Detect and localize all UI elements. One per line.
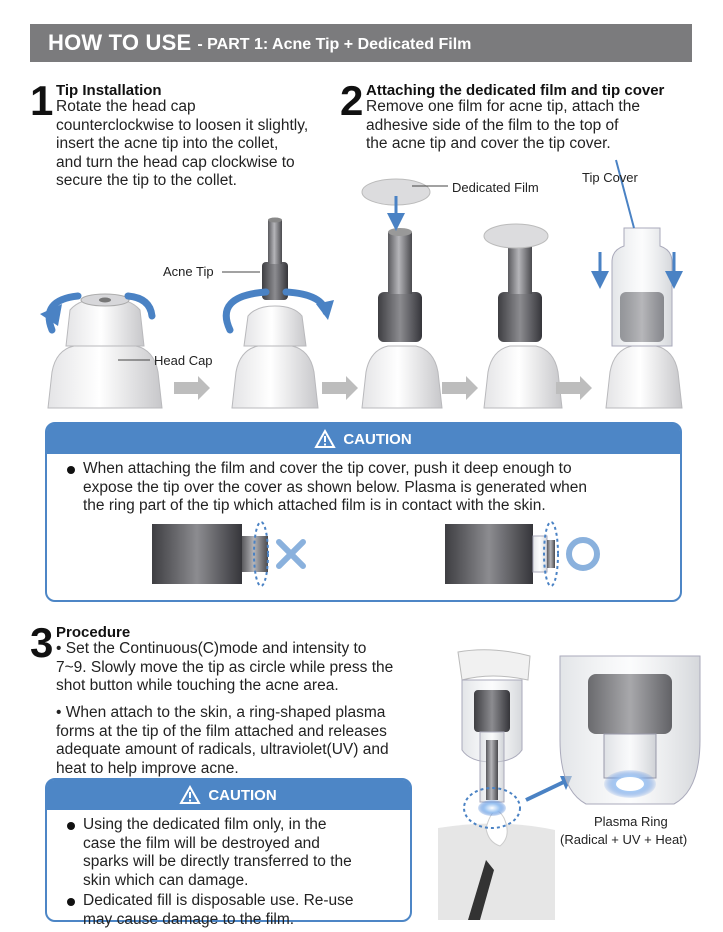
step-body: Remove one film for acne tip, attach the adhesive side of the film to the top of the acne tip and cover the tip cover.: [366, 98, 640, 152]
step-title: Procedure: [56, 624, 131, 641]
plasma-zoom-view: [560, 656, 700, 804]
step-paragraph-2: • When attach to the skin, a ring-shaped plasma forms at the tip of the film attached and releases adequate amount of radicals, ultraviolet(UV) and heat to help improve acne.: [56, 704, 389, 777]
step-title: Attaching the dedicated film and tip cover: [366, 82, 665, 99]
banner-subtitle: - PART 1: Acne Tip + Dedicated Film: [197, 36, 472, 53]
step-body: Rotate the head cap counterclockwise to loosen it slightly, insert the acne tip into the collet, and turn the head cap clockwise to secure the tip to the collet.: [56, 98, 309, 189]
label-plasma-ring: Plasma Ring: [594, 814, 668, 829]
caution-heading: CAUTION: [343, 430, 412, 448]
caution-item: When attaching the film and cover the tip cover, push it deep enough to expose the tip over the cover as shown below. Plasma is generated when the ring part of the tip which attached film is in contact with the skin.: [67, 460, 667, 516]
label-dedicated-film: Dedicated Film: [452, 180, 539, 195]
banner-title: HOW TO USE: [48, 30, 192, 55]
label-tip-cover: Tip Cover: [582, 170, 638, 185]
step-title: Tip Installation: [56, 82, 162, 99]
step-number: 2: [340, 77, 364, 124]
label-plasma-ring-detail: (Radical + UV + Heat): [560, 832, 688, 847]
step-number: 1: [30, 77, 54, 124]
label-acne-tip: Acne Tip: [163, 264, 214, 279]
step-paragraph-1: • Set the Continuous(C)mode and intensity to 7~9. Slowly move the tip as circle while press the shot button while touching the acne area.: [56, 640, 394, 694]
device-in-use: [458, 650, 530, 828]
label-head-cap: Head Cap: [154, 353, 213, 368]
caution-item: Dedicated fill is disposable use. Re-use may cause damage to the film.: [67, 892, 407, 929]
skin-section: [438, 811, 555, 920]
caution-heading: CAUTION: [208, 786, 277, 804]
caution-item: Using the dedicated film only, in the case the film will be destroyed and sparks will be directly transferred to the skin which can damage.: [67, 816, 407, 890]
step-number: 3: [30, 619, 54, 666]
zoom-arrow: [526, 780, 568, 800]
